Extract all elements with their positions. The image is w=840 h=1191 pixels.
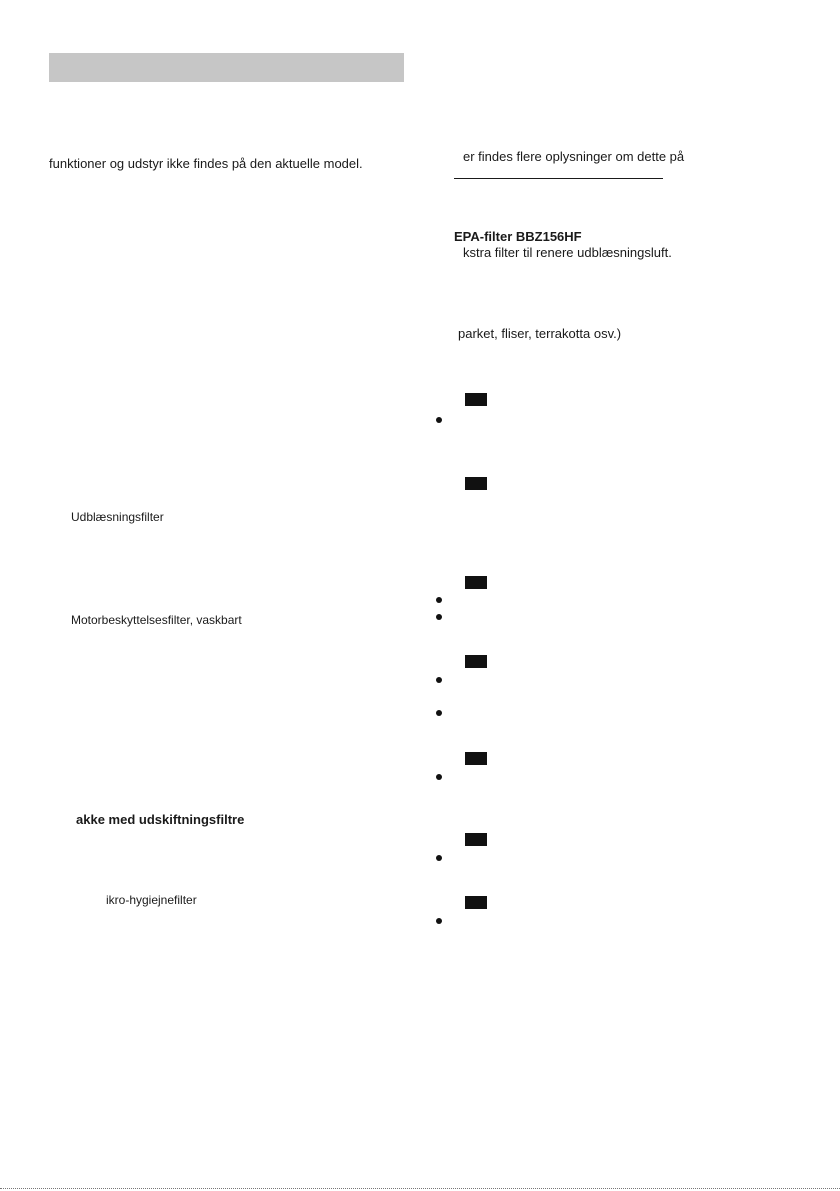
marker-block bbox=[465, 833, 487, 846]
marker-block bbox=[465, 477, 487, 490]
marker-block bbox=[465, 576, 487, 589]
bullet-dot bbox=[436, 614, 442, 620]
divider-rule bbox=[454, 178, 663, 179]
bullet-dot bbox=[436, 855, 442, 861]
exhaust-filter-label: Udblæsningsfilter bbox=[71, 510, 164, 524]
bullet-dot bbox=[436, 417, 442, 423]
marker-block bbox=[465, 752, 487, 765]
floor-types-text: parket, fliser, terrakotta osv.) bbox=[458, 326, 622, 341]
motor-filter-label: Motorbeskyttelsesfilter, vaskbart bbox=[71, 613, 242, 627]
bullet-dot bbox=[436, 597, 442, 603]
hepa-filter-heading: EPA-filter BBZ156HF bbox=[454, 229, 582, 244]
more-info-text: er findes flere oplysninger om dette på bbox=[463, 149, 685, 164]
bullet-dot bbox=[436, 918, 442, 924]
bullet-dot bbox=[436, 677, 442, 683]
marker-block bbox=[465, 393, 487, 406]
marker-block bbox=[465, 896, 487, 909]
marker-block bbox=[465, 655, 487, 668]
micro-filter-label: ikro-hygiejnefilter bbox=[106, 893, 197, 907]
bullet-dot bbox=[436, 710, 442, 716]
bullet-dot bbox=[436, 774, 442, 780]
section-header-bar bbox=[49, 53, 404, 82]
page-bottom-edge bbox=[0, 1188, 840, 1189]
hepa-filter-description: kstra filter til renere udblæsningsluft. bbox=[463, 245, 672, 260]
replacement-pack-heading: akke med udskiftningsfiltre bbox=[76, 812, 245, 827]
intro-text: funktioner og udstyr ikke findes på den aktuelle model. bbox=[49, 156, 363, 171]
